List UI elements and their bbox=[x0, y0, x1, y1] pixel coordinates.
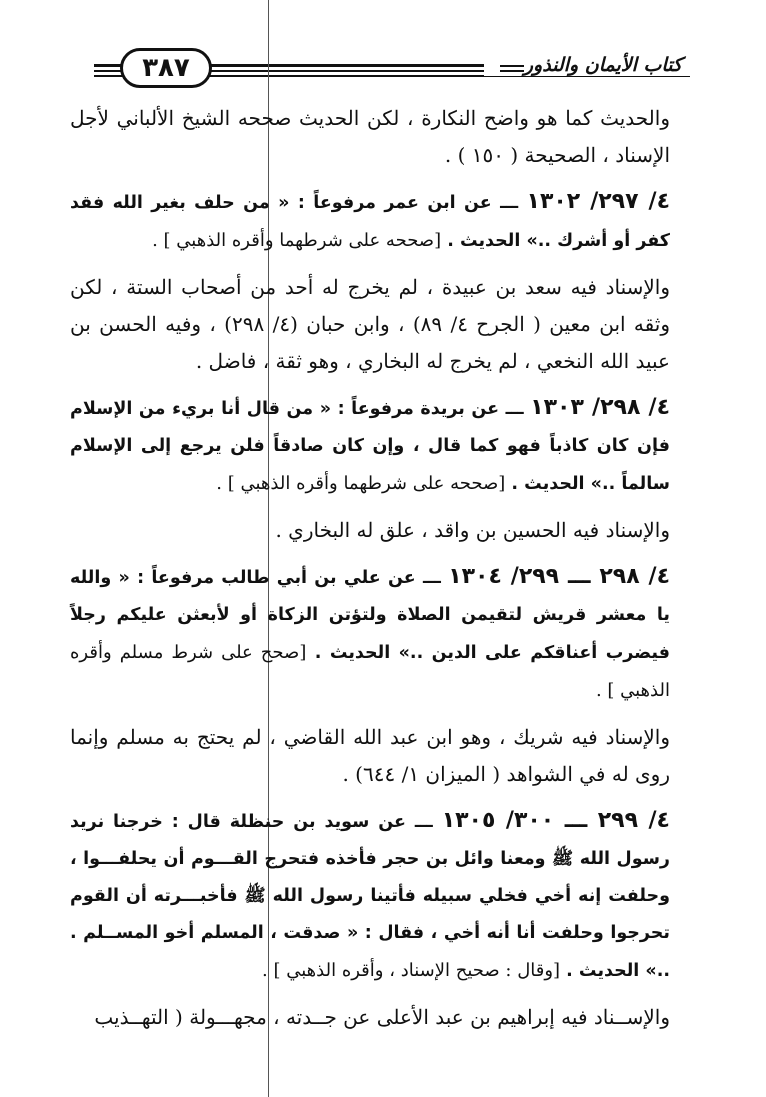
hadith-text: ـــ عن سويد بن حنظلة قال : خرجنا نريد رسول الله ﷺ ومعنا وائل بن حجر فأخذه فتحرج القـــوم أن يحلفـــوا ، وحلفت إنه أخي فخلي سبيله فأتينا رسول الله ﷺ فأخبـــرته أن القوم تحرجوا وحلفت أنا أنه أخي ، فقال : « صدقت ، المسلم أخو المســلم . ..» الحديث . bbox=[70, 812, 670, 981]
hadith-entry bbox=[70, 183, 670, 260]
paragraph: والحديث كما هو واضح النكارة ، لكن الحديث صححه الشيخ الألباني لأجل الإسناد ، الصحيحة ( ١٥٠ ) . bbox=[70, 106, 670, 167]
hadith-text: ـــ عن علي بن أبي طالب مرفوعاً : « والله يا معشر قريش لتقيمن الصلاة ولتؤتن الزكاة أو لأبعثن عليكم رجلاً فيضرب أعناقكم على الدين ..» الحديث . bbox=[70, 568, 671, 663]
hadith-number: ٤/ ٢٩٧/ ١٣٠٢ bbox=[526, 189, 670, 214]
page-header bbox=[94, 48, 690, 92]
paragraph: والإســناد فيه إبراهيم بن عبد الأعلى عن جــدته ، مجهـــولة ( التهــذيب bbox=[94, 1005, 670, 1029]
page-number: ٣٨٧ bbox=[120, 48, 212, 88]
hadith-number: ٤/ ٢٩٨ ـــ ٢٩٩/ ١٣٠٤ bbox=[448, 564, 670, 589]
hadith-grading: [صححه على شرطهما وأقره الذهبي ] . bbox=[152, 230, 442, 251]
hadith-number: ٤/ ٢٩٨/ ١٣٠٣ bbox=[530, 395, 670, 420]
paragraph: والإسناد فيه سعد بن عبيدة ، لم يخرج له أحد من أصحاب الستة ، لكن وثقه ابن معين ( الجرح ٤/ ٨٩) ، وابن حبان (٤/ ٢٩٨) ، وفيه الحسن بن عبيد الله النخعي ، لم يخرج له البخاري ، وهو ثقة ، فاضل . bbox=[70, 275, 670, 373]
hadith-grading: [وقال : صحيح الإسناد ، وأقره الذهبي ] . bbox=[262, 960, 561, 981]
hadith-grading: [صححه على شرطهما وأقره الذهبي ] . bbox=[216, 473, 506, 494]
hadith-grading: [صحح على شرط مسلم وأقره الذهبي ] . bbox=[70, 642, 670, 701]
hadith-text: ـــ عن بريدة مرفوعاً : « من قال أنا بريء من الإسلام فإن كان كاذباً فهو كما قال ، وإن كان صادقاً فلن يرجع إلى الإسلام سالماً ..» الحديث . bbox=[70, 399, 670, 494]
book-title-text: كتاب الأيمان والنذور bbox=[523, 54, 682, 76]
title-dash-icon bbox=[500, 65, 524, 67]
book-title bbox=[484, 54, 690, 76]
paragraph: والإسناد فيه شريك ، وهو ابن عبد الله القاضي ، لم يحتج به مسلم وإنما روى له في الشواهد ( الميزان ١/ ٦٤٤) . bbox=[70, 725, 670, 786]
paragraph: والإسناد فيه الحسين بن واقد ، علق له البخاري . bbox=[275, 518, 670, 542]
hadith-entry bbox=[70, 389, 670, 503]
hadith-entry bbox=[70, 558, 670, 710]
hadith-entry bbox=[70, 802, 670, 990]
page-body bbox=[70, 100, 670, 1045]
hadith-text: ـــ عن ابن عمر مرفوعاً : « من حلف بغير الله فقد كفر أو أشرك ..» الحديث . bbox=[70, 193, 670, 251]
hadith-number: ٤/ ٢٩٩ ـــ ٣٠٠/ ١٣٠٥ bbox=[441, 808, 670, 833]
